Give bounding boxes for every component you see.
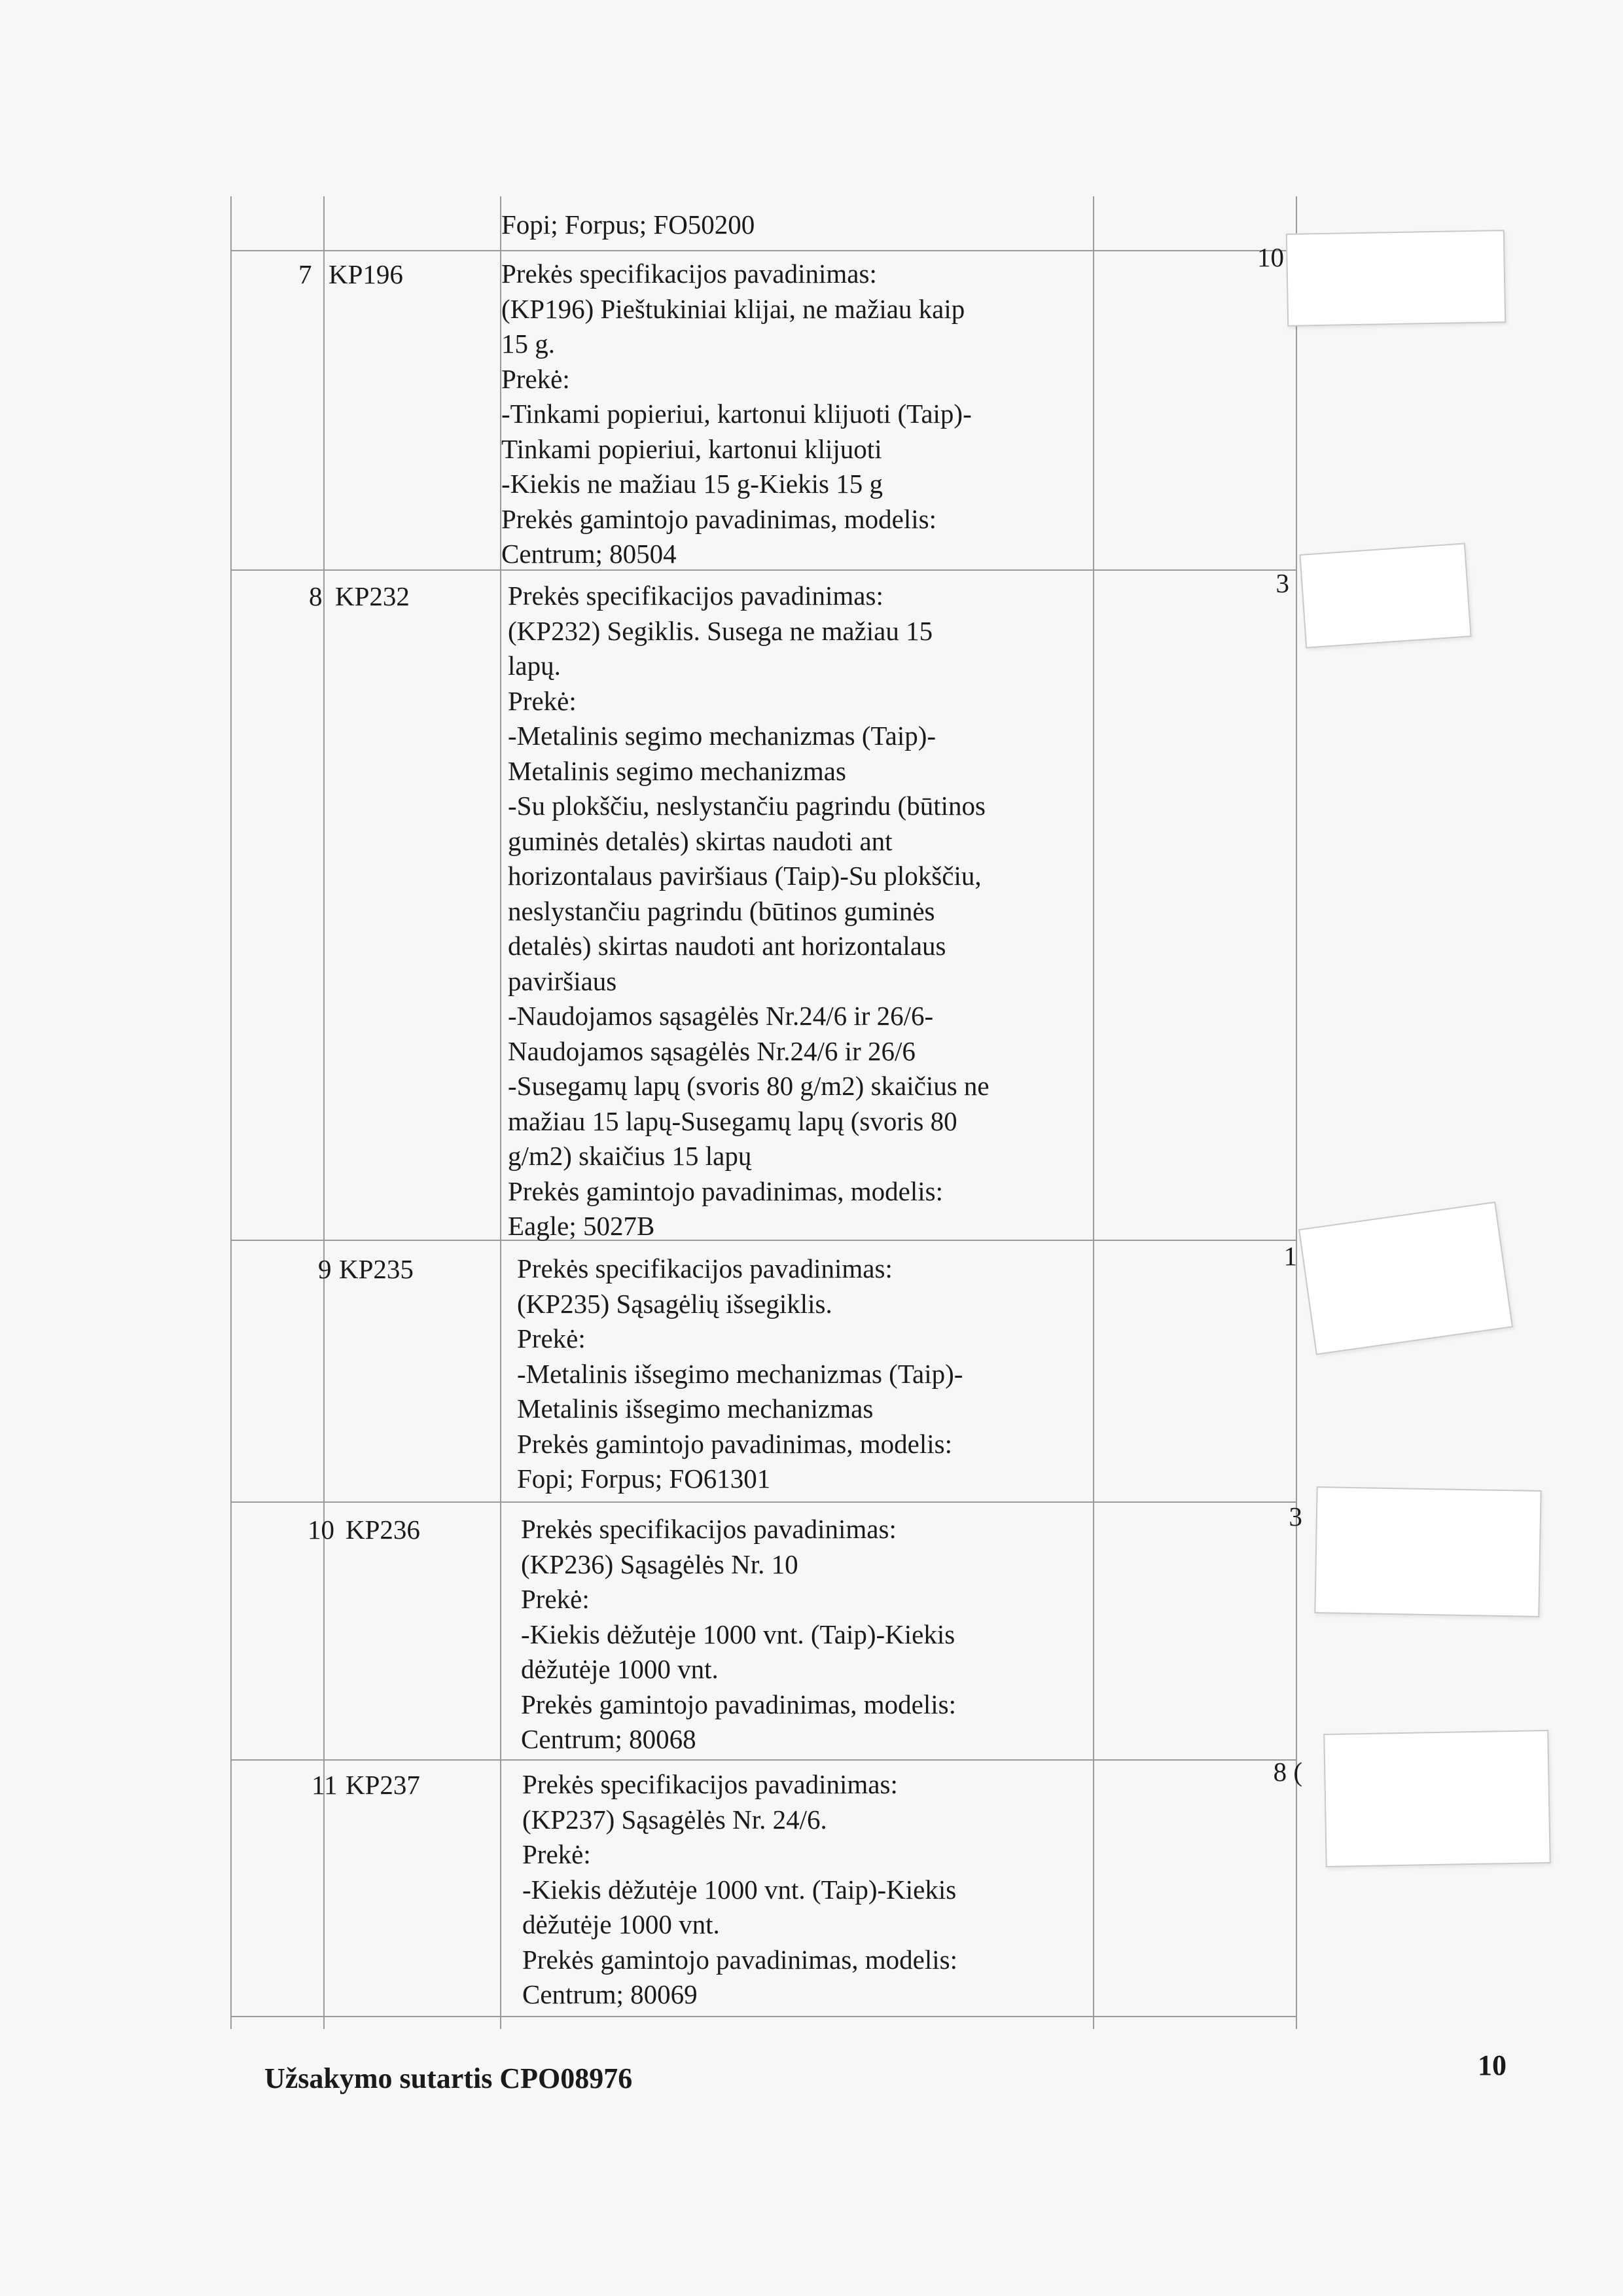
row-number: 10 [308, 1515, 334, 1545]
row-divider [230, 250, 1297, 251]
row-description: Prekės specifikacijos pavadinimas: (KP237) Sąsagėlės Nr. 24/6. Prekė: -Kiekis dėžutėje 1000 vnt. (Taip)-Kiekis dėžutėje 1000 vnt. Prekės gamintojo pavadinimas, modelis: Centrum; 80069 [522, 1769, 958, 2009]
row-description: Prekės specifikacijos pavadinimas: (KP232) Segiklis. Susega ne mažiau 15 lapų. Prekė: -Metalinis segimo mechanizmas (Taip)- Metalinis segimo mechanizmas -Su plokščiu, neslystančiu pagrindu (būtinos guminės detalės) skirtas naudoti ant horizontalaus paviršiaus (Taip)-Su plokščiu, neslystančiu pagrindu (būtinos guminės detalės) skirtas naudoti ant horizontalaus paviršiaus -Naudojamos sąsagėlės Nr.24/6 ir 26/6- Naudojamos sąsagėlės Nr.24/6 ir 26/6 -Susegamų lapų (svoris 80 g/m2) skaičius ne mažiau 15 lapų-Susegamų lapų (svoris 80 g/m2) skaičius 15 lapų Prekės gamintojo pavadinimas, modelis: Eagle; 5027B [508, 581, 990, 1241]
row-code: KP237 [346, 1770, 420, 1800]
row-code: KP232 [335, 581, 410, 611]
continued-row-fragment: Fopi; Forpus; FO50200 [501, 209, 755, 240]
table-divider-number [323, 196, 325, 2029]
row-description: Prekės specifikacijos pavadinimas: (KP196) Pieštukiniai klijai, ne mažiau kaip 15 g. Prekė: -Tinkami popieriui, kartonui klijuoti (Taip)- Tinkami popieriui, kartonui klijuoti -Kiekis ne mažiau 15 g-Kiekis 15 g Prekės gamintojo pavadinimas, modelis: Centrum; 80504 [501, 259, 972, 569]
row-code: KP235 [339, 1254, 414, 1284]
row-divider [230, 1501, 1297, 1503]
row-quantity: 8 ( [1273, 1757, 1302, 1787]
row-quantity: 3 [1289, 1501, 1302, 1532]
row-quantity: 10 [1257, 242, 1284, 272]
row-description: Prekės specifikacijos pavadinimas: (KP236) Sąsagėlės Nr. 10 Prekė: -Kiekis dėžutėje 1000 vnt. (Taip)-Kiekis dėžutėje 1000 vnt. Prekės gamintojo pavadinimas, modelis: Centrum; 80068 [521, 1514, 957, 1754]
paper-tab [1298, 1202, 1513, 1355]
paper-tab [1299, 543, 1471, 648]
contract-footer: Užsakymo sutartis CPO08976 [264, 2062, 633, 2094]
row-number: 7 [298, 259, 312, 289]
row-number: 9 [318, 1254, 332, 1284]
row-quantity: 3 [1275, 568, 1289, 598]
table-border-left [230, 196, 232, 2029]
page-number: 10 [1478, 2049, 1507, 2081]
row-description: Prekės specifikacijos pavadinimas: (KP235) Sąsagėlių išsegiklis. Prekė: -Metalinis išsegimo mechanizmas (Taip)- Metalinis išsegimo mechanizmas Prekės gamintojo pavadinimas, modelis: Fopi; Forpus; FO61301 [517, 1253, 963, 1494]
paper-tab [1314, 1486, 1541, 1617]
row-divider [230, 2016, 1297, 2017]
row-number: 11 [312, 1770, 338, 1800]
row-quantity: 1 [1283, 1241, 1297, 1271]
row-code: KP236 [346, 1515, 420, 1545]
row-number: 8 [309, 581, 323, 611]
paper-tab [1286, 230, 1506, 327]
row-code: KP196 [329, 259, 403, 289]
paper-tab [1323, 1730, 1551, 1867]
row-divider [230, 1759, 1297, 1761]
